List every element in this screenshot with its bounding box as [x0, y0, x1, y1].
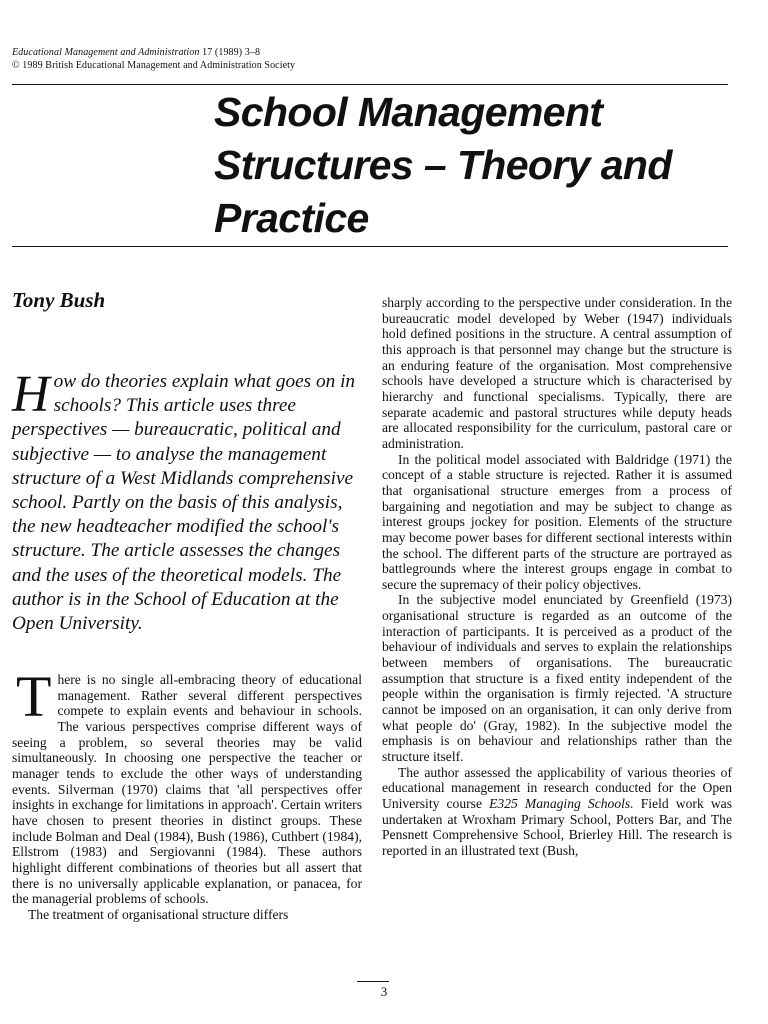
- body-paragraph: In the subjective model enunciated by Greenfield (1973) organisational structure is regarded as an outcome of the interaction of participants. It is perceived as a product of the behaviour of individuals and serves to explain the relationships between members of organisations. The bureaucratic assumption that structure is a fixed entity independent of the people within the organisation is firmly rejected. 'A structure cannot be imposed on an organisation, it can only derive from what people do' (Gray, 1982). In the subjective model the emphasis is on behaviour and relationships rather than the structure itself.: [382, 592, 732, 765]
- body-paragraph: [12, 664, 362, 907]
- author-name: Tony Bush: [12, 288, 106, 312]
- body-paragraph: The treatment of organisational structure differs: [28, 906, 289, 922]
- title-line: Practice: [214, 195, 369, 241]
- title-line: Structures – Theory and: [214, 142, 672, 188]
- paragraph-text: here is no single all-embracing theory of educational management. Rather several different perspectives compete to explain events and behaviour in schools. The various perspectives comprise different ways of seeing a problem, so several theories may be valid simultaneously. In choosing one perspective the teacher or manager tends to exclude the other ways of understanding events. Silverman (1970) claims that 'all perspectives offer insights in exchange for limitations in approach'. Certain writers have chosen to present theories in distinct groups. These include Bolman and Deal (1984), Bush (1986), Cuthbert (1984), Ellstrom (1983) and Sergiovanni (1984). These authors highlight different combinations of theories but all assert that there is no universally applicable explanation, or panacea, for the managerial problems of schools.: [12, 672, 362, 907]
- journal-header: [12, 46, 295, 72]
- abstract-text: ow do theories explain what goes on in schools? This article uses three perspectives — bureaucratic, political and subjective — to analyse the management structure of a West Midlands comprehensive school. Partly on the basis of this analysis, the new headteacher modified the school's structure. The article assesses the changes and the uses of the theoretical models. The author is in the School of Education at the Open University.: [12, 371, 356, 635]
- paragraph-text: Field work was undertaken at Wroxham Primary School, Potters Bar, and The Pensnett Comprehensive School, Brierley Hill. The research is reported in an illustrated text (Bush,: [382, 796, 733, 858]
- copyright-line: © 1989 British Educational Management and Administration Society: [12, 60, 296, 71]
- article-abstract: [12, 366, 364, 636]
- body-paragraph: sharply according to the perspective under consideration. In the bureaucratic model developed by Weber (1947) individuals hold defined positions in the structure. A central assumption of this approach is that personnel may change but the structure is an enduring feature of the organisation. Most comprehensive schools have developed a structure which is characterised by hierarchy and functional specialisms. Typically, there are separate academic and pastoral structures while deputy heads are allocated responsibility for the curriculum, pastoral care or administration.: [382, 295, 732, 451]
- body-column-right: [382, 295, 732, 859]
- page-number: 3: [380, 984, 388, 999]
- title-bottom-rule: [12, 246, 728, 247]
- journal-citation: [12, 46, 295, 59]
- title-line: School Management: [214, 89, 603, 135]
- journal-volume: 17 (1989) 3–8: [199, 47, 261, 58]
- course-title: E325 Managing Schools.: [489, 796, 634, 811]
- page-number-rule: [357, 981, 389, 982]
- body-paragraph: [382, 765, 732, 859]
- journal-name: Educational Management and Administration: [12, 47, 200, 58]
- article-title: [214, 86, 734, 245]
- abstract-dropcap: H: [12, 366, 50, 423]
- paragraph-text: The author assessed the applicability of various theories of educational management in research conducted for the Open University course: [382, 764, 732, 811]
- body-dropcap: T: [16, 664, 52, 729]
- top-rule: [12, 84, 728, 85]
- body-column-left: [12, 664, 362, 923]
- body-paragraph: In the political model associated with Baldridge (1971) the concept of a stable structure is rejected. Rather it is assumed that organisational structure emerges from a process of bargaining and negotiation and may be subject to change as interest groups jockey for position. Elements of the structure may become power bases for different sectional interests within the school. The different parts of the structure are portrayed as battlegrounds where the interest groups engage in combat to secure the supremacy of their policy objectives.: [382, 451, 732, 592]
